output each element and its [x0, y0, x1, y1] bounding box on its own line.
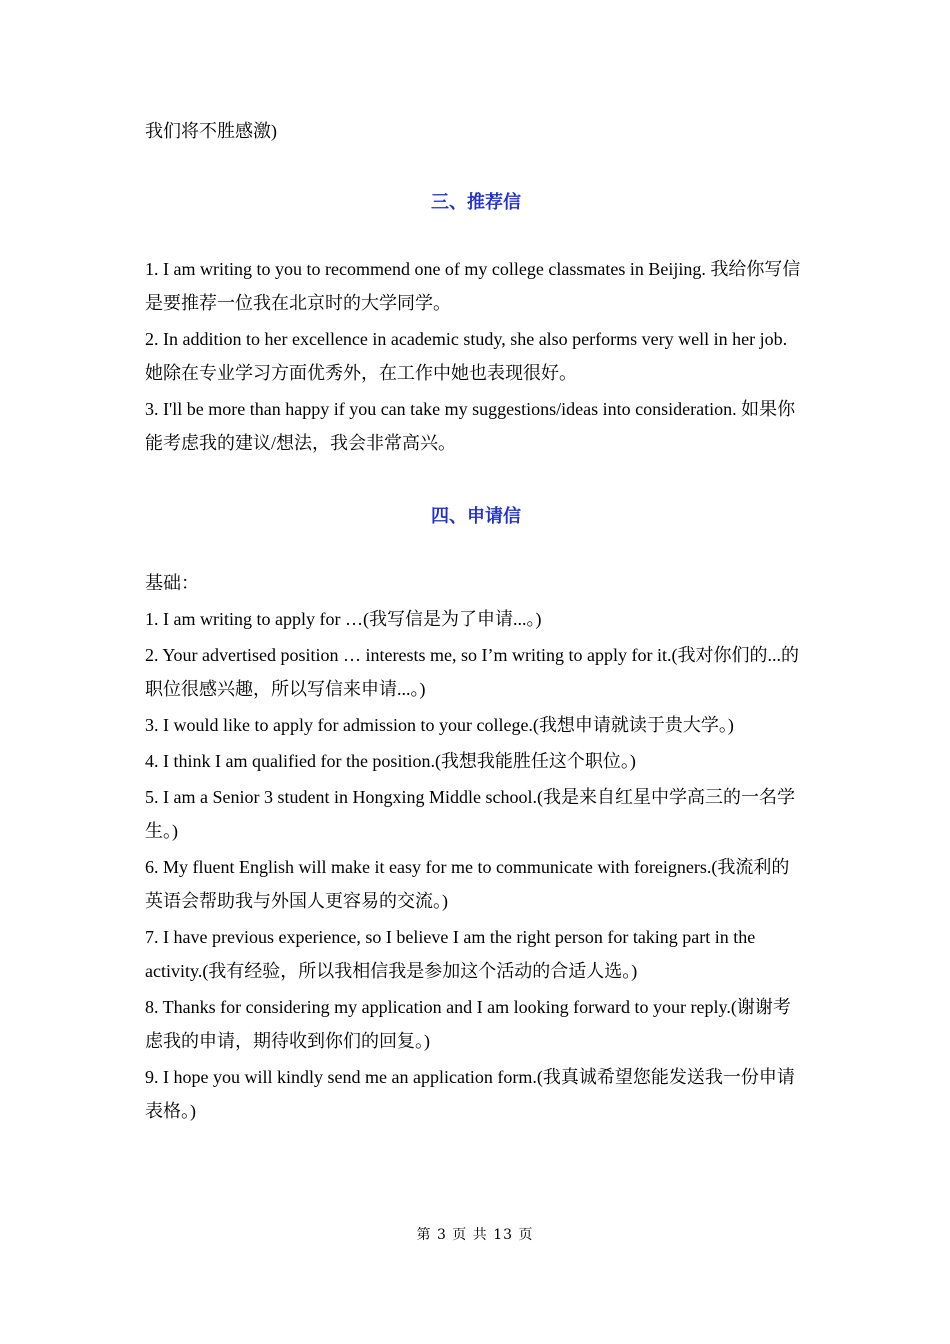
application-item-5: 5. I am a Senior 3 student in Hongxing Middle school.(我是来自红星中学高三的一名学生。)	[145, 787, 795, 841]
application-item-9: 9. I hope you will kindly send me an application form.(我真诚希望您能发送我一份申请表格。)	[145, 1067, 795, 1121]
recommendation-item-1: 1. I am writing to you to recommend one of my college classmates in Beijing. 我给你写信是要推荐一位我在北京时的大学同学。	[145, 259, 801, 313]
application-item-7: 7. I have previous experience, so I believe I am the right person for taking part in the activity.(我有经验，所以我相信我是参加这个活动的合适人选。)	[145, 927, 756, 981]
application-item-1: 1. I am writing to apply for …(我写信是为了申请...。)	[145, 609, 542, 629]
section-title-recommendation: 三、推荐信	[431, 192, 521, 213]
application-item-8: 8. Thanks for considering my application and I am looking forward to your reply.(谢谢考虑我的申请，期待收到你们的回复。)	[145, 997, 791, 1051]
application-item-2: 2. Your advertised position … interests me, so I’m writing to apply for it.(我对你们的...的职位很感兴趣，所以写信来申请...。)	[145, 645, 799, 699]
page-content	[145, 114, 807, 1130]
section-title-application: 四、申请信	[431, 506, 521, 527]
page-number-footer: 第 3 页 共 13 页	[416, 1227, 534, 1243]
recommendation-item-2: 2. In addition to her excellence in academic study, she also performs very well in her job. 她除在专业学习方面优秀外，在工作中她也表现很好。	[145, 329, 788, 383]
application-item-3: 3. I would like to apply for admission to your college.(我想申请就读于贵大学。)	[145, 715, 734, 735]
recommendation-item-3: 3. I'll be more than happy if you can take my suggestions/ideas into consideration. 如果你能考虑我的建议/想法，我会非常高兴。	[145, 399, 796, 453]
intro-tail-text: 我们将不胜感激)	[145, 121, 277, 141]
application-subtitle: 基础：	[145, 573, 199, 593]
application-item-6: 6. My fluent English will make it easy for me to communicate with foreigners.(我流利的英语会帮助我与外国人更容易的交流。)	[145, 857, 790, 911]
application-item-4: 4. I think I am qualified for the position.(我想我能胜任这个职位。)	[145, 751, 636, 771]
